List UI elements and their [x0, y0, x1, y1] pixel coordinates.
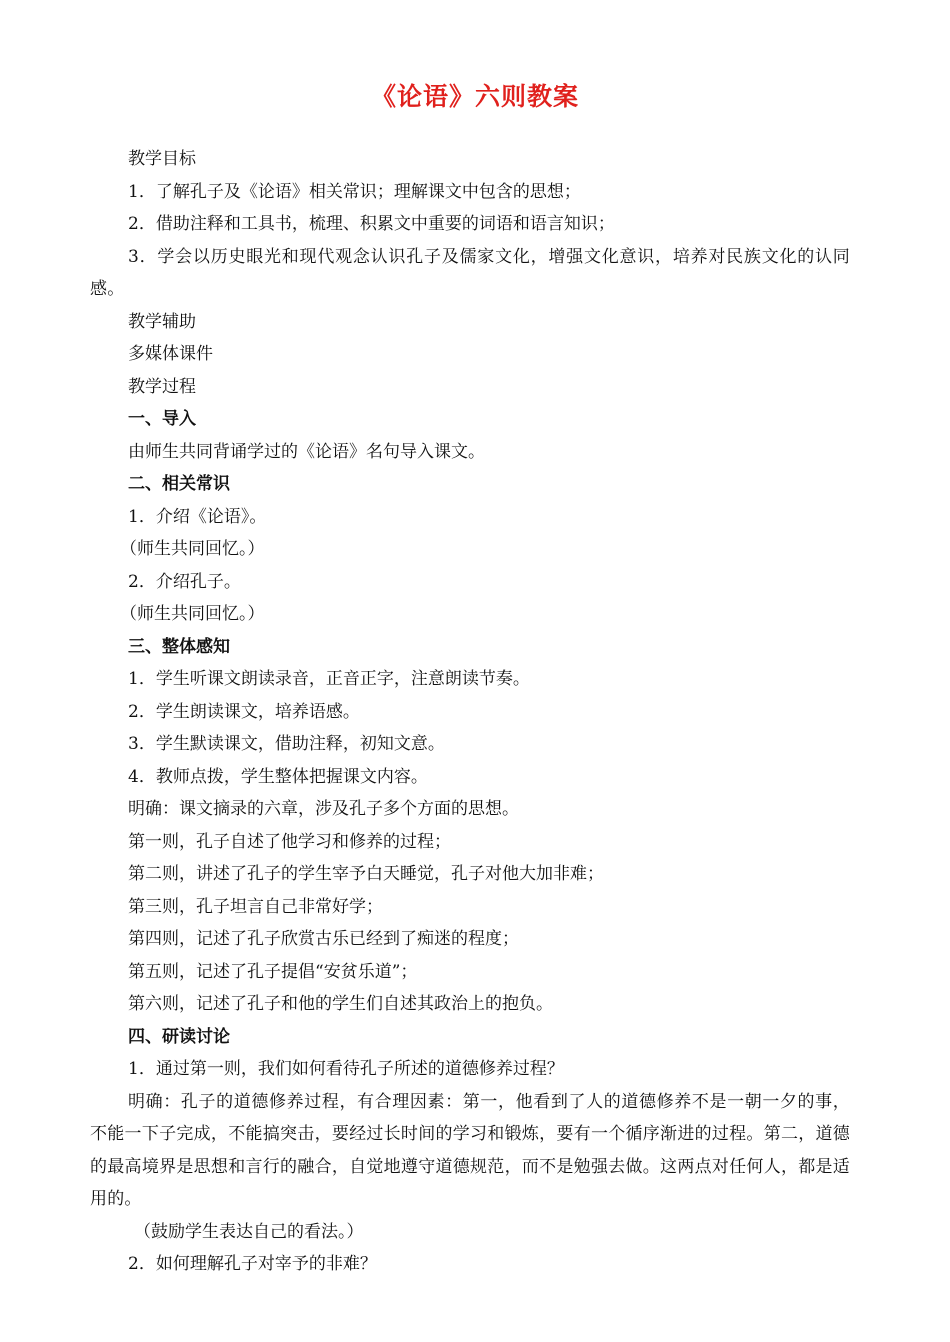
text-line: 第一则，孔子自述了他学习和修养的过程；	[128, 831, 451, 852]
text-line: 教学辅助	[128, 311, 196, 332]
text-line: 4．教师点拨，学生整体把握课文内容。	[128, 766, 428, 787]
note-line: （师生共同回忆。）	[120, 539, 265, 559]
text-line: 第六则，记述了孔子和他的学生们自述其政治上的抱负。	[128, 994, 553, 1014]
section-heading: 一、导入	[128, 409, 196, 429]
section-heading: 四、研读讨论	[128, 1026, 230, 1047]
paragraph: 明确：孔子的道德修养过程，有合理因素：第一，他看到了人的道德修养不是一朝一夕的事，不能一下子完成，不能搞突击，要经过长时间的学习和锻炼，要有一个循序渐进的过程。第二，道德的最高境界是思想和言行的融合，自觉地遵守道德规范，而不是勉强去做。这两点对任何人，都是适用的。	[90, 1091, 850, 1209]
text-line: 2．介绍孔子。	[128, 571, 241, 592]
paragraph: 3．学会以历史眼光和现代观念认识孔子及儒家文化，增强文化意识，培养对民族文化的认同感。	[90, 246, 850, 299]
text-line: 第五则，记述了孔子提倡“安贫乐道”；	[128, 961, 418, 982]
text-line: 1．学生听课文朗读录音，正音正字，注意朗读节奏。	[128, 669, 530, 689]
text-line: 教学过程	[128, 376, 196, 397]
document-body	[90, 143, 850, 1281]
text-line: 多媒体课件	[128, 344, 213, 364]
text-line: 第三则，孔子坦言自己非常好学；	[128, 896, 383, 917]
text-line: 教学目标	[128, 149, 196, 169]
section-heading: 三、整体感知	[128, 636, 230, 657]
text-line: 1．介绍《论语》。	[128, 506, 267, 527]
text-line: 1．了解孔子及《论语》相关常识；理解课文中包含的思想；	[128, 181, 581, 202]
text-line: 2．如何理解孔子对宰予的非难？	[128, 1254, 377, 1274]
text-line: 第二则，讲述了孔子的学生宰予白天睡觉，孔子对他大加非难；	[128, 864, 604, 884]
text-line: 第四则，记述了孔子欣赏古乐已经到了痴迷的程度；	[128, 929, 519, 949]
note-line: （鼓励学生表达自己的看法。）	[134, 1221, 364, 1242]
text-line: 明确：课文摘录的六章，涉及孔子多个方面的思想。	[128, 799, 519, 819]
text-line: 由师生共同背诵学过的《论语》名句导入课文。	[128, 441, 485, 462]
text-line: 2．借助注释和工具书，梳理、积累文中重要的词语和语言知识；	[128, 214, 615, 234]
text-line: 3．学生默读课文，借助注释，初知文意。	[128, 734, 445, 754]
page-title: 《论语》六则教案	[370, 82, 579, 111]
section-heading: 二、相关常识	[128, 474, 230, 494]
text-line: 2．学生朗读课文，培养语感。	[128, 701, 360, 722]
note-line: （师生共同回忆。）	[120, 604, 265, 624]
text-line: 1．通过第一则，我们如何看待孔子所述的道德修养过程？	[128, 1059, 564, 1079]
